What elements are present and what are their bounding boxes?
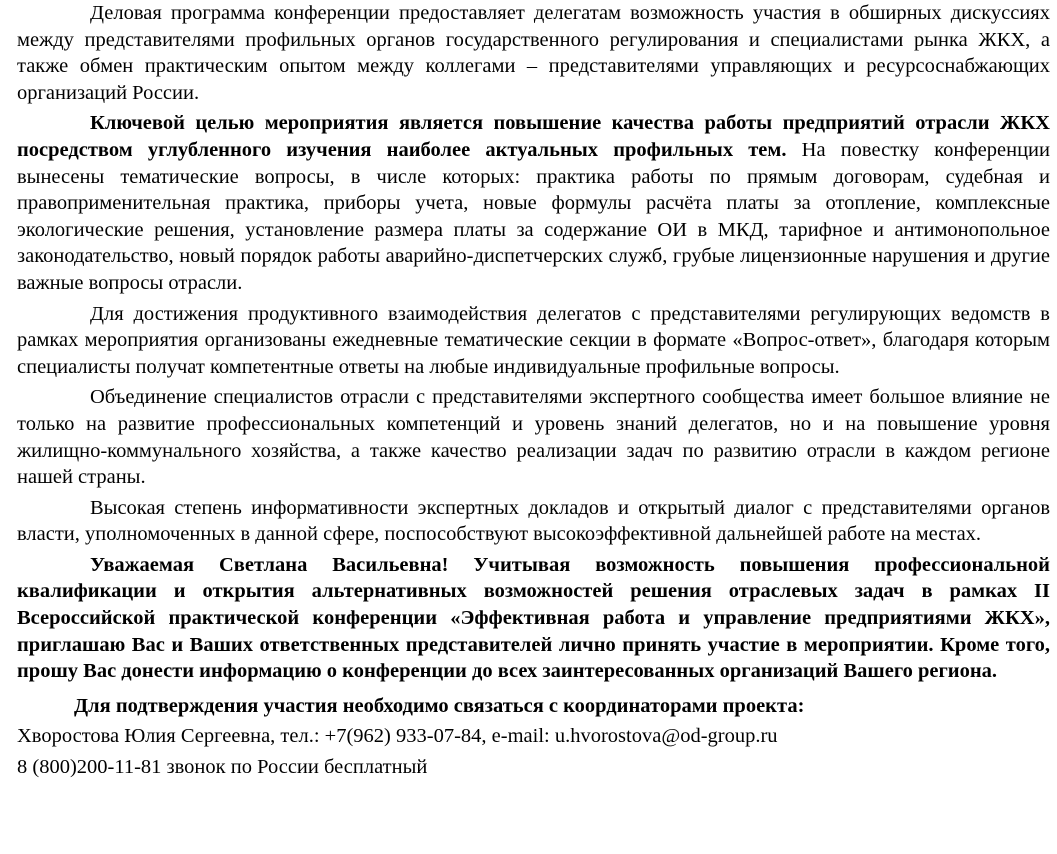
contact-heading: Для подтверждения участия необходимо связаться с координаторами проекта: bbox=[74, 694, 805, 717]
paragraph-program bbox=[17, 0, 1050, 106]
document-body bbox=[17, 0, 1050, 781]
paragraph-informativeness-text: Высокая степень информативности экспертных докладов и открытый диалог с представителями органов власти, уполномоченных в данной сфере, поспособствуют высокоэффективной дальнейшей работе на местах. bbox=[17, 496, 1050, 546]
paragraph-key-goal bbox=[17, 110, 1050, 296]
paragraph-unification-text: Объединение специалистов отрасли с представителями экспертного сообщества имеет большое влияние не только на развитие профессиональных компетенций и уровень знаний делегатов, но и на повышение уровня жилищно-коммунального хозяйства, а также качество реализации задач по развитию отрасли в каждом регионе нашей страны. bbox=[17, 386, 1050, 489]
paragraph-invitation bbox=[17, 552, 1050, 685]
paragraph-key-goal-bold: Ключевой целью мероприятия является повышение качества работы предприятий отрасли ЖКХ посредством углубленного изучения наиболее актуальных профильных тем. bbox=[17, 112, 1050, 161]
paragraph-interaction bbox=[17, 301, 1050, 381]
hotline: 8 (800)200-11-81 звонок по России бесплатный bbox=[17, 756, 428, 779]
paragraph-program-text: Деловая программа конференции предоставляет делегатам возможность участия в обширных дискуссиях между представителями профильных органов государственного регулирования и специалистами рынка ЖКХ, а также обмен практическим опытом между коллегами – представителями управляющих и ресурсоснабжающих организаций России. bbox=[17, 2, 1050, 104]
paragraph-informativeness bbox=[17, 495, 1050, 548]
paragraph-key-goal-text: На повестку конференции вынесены тематические вопросы, в числе которых: практика работы по прямым договорам, судебная и правоприменительная практика, приборы учета, новые формулы расчёта платы за отопление, комплексные экологические решения, установление размера платы за содержание ОИ в МКД, тарифное и антимонопольное законодательство, новый порядок работы аварийно-диспетчерских служб, грубые лицензионные нарушения и другие важные вопросы отрасли. bbox=[17, 138, 1050, 294]
paragraph-interaction-text: Для достижения продуктивного взаимодействия делегатов с представителями регулирующих ведомств в рамках мероприятия организованы ежедневные тематические секции в формате «Вопрос-ответ», благодаря которым специалисты получат компетентные ответы на любые индивидуальные профильные вопросы. bbox=[17, 302, 1050, 378]
paragraph-invitation-bold: Уважаемая Светлана Васильевна! Учитывая возможность повышения профессиональной квалификации и открытия альтернативных возможностей решения отраслевых задач в рамках II Всероссийской практической конференции «Эффективная работа и управление предприятиями ЖКХ», приглашаю Вас и Ваших ответственных представителей лично принять участие в мероприятии. Кроме того, прошу Вас донести информацию о конференции до всех заинтересованных организаций Вашего региона. bbox=[17, 553, 1050, 683]
paragraph-unification bbox=[17, 384, 1050, 490]
contact-person: Хворостова Юлия Сергеевна, тел.: +7(962) 933-07-84, e-mail: u.hvorostova@od-group.ru bbox=[17, 725, 778, 748]
